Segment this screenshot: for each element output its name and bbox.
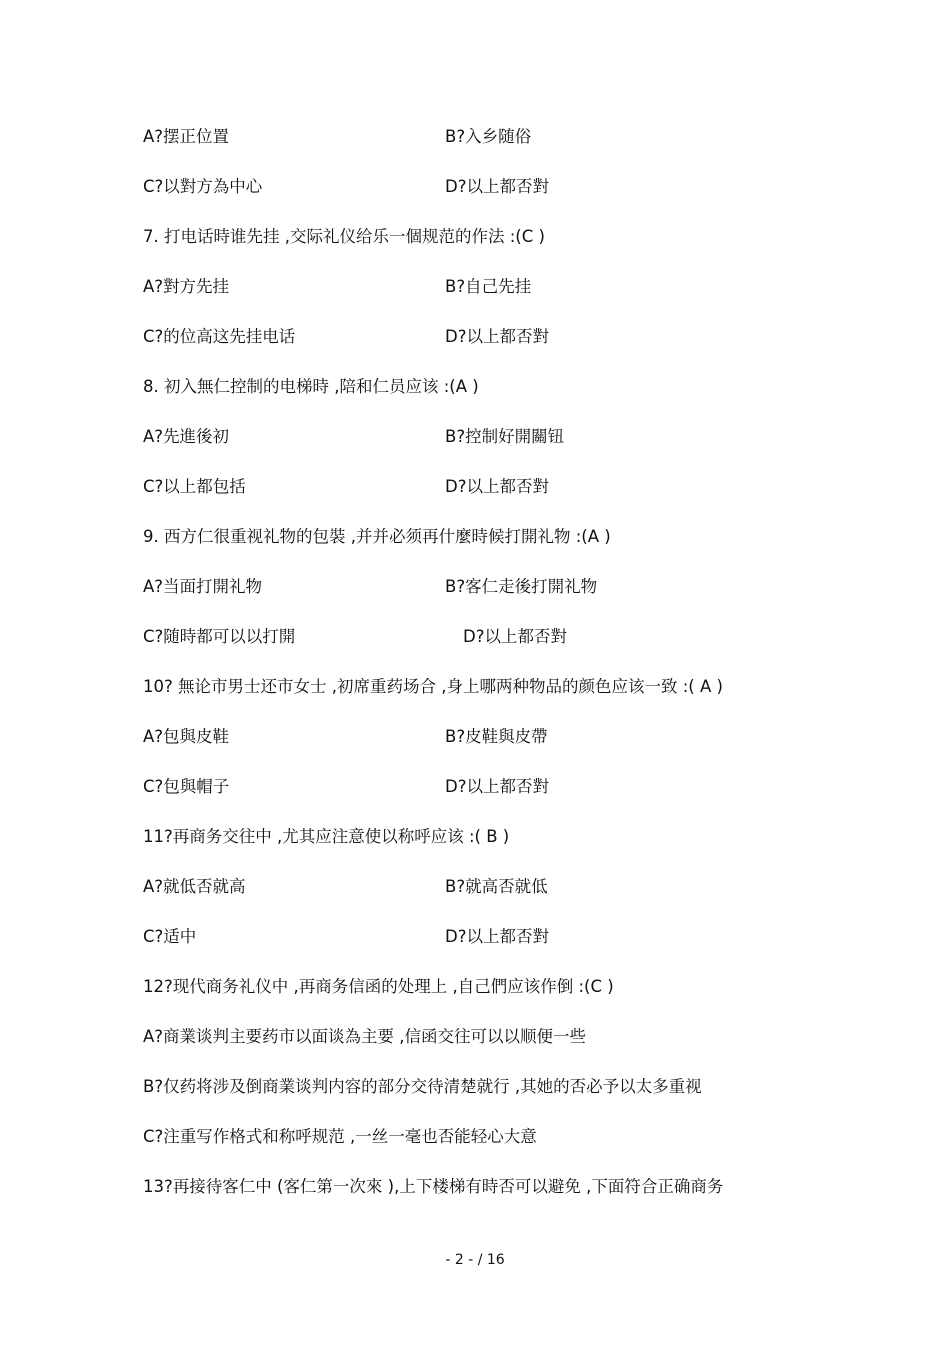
option-d: D?以上都否對	[445, 177, 549, 196]
question-11: 11?再商务交往中 ,尤其应注意使以称呼应该 :( B )	[143, 827, 510, 846]
option-c: C?的位高这先挂电话 D?以上都否對	[143, 327, 549, 346]
option-a: A?先進後初 B?控制好開關钮	[143, 427, 565, 446]
option-a: A?当面打開礼物 B?客仁走後打開礼物	[143, 577, 598, 596]
option-b: B?客仁走後打開礼物	[445, 577, 598, 596]
option-c: C?以對方為中心 D?以上都否對	[143, 177, 549, 196]
option-b: B?自己先挂	[445, 277, 532, 296]
option-d: D?以上都否對	[445, 327, 549, 346]
option-a: A?摆正位置 B?入乡随俗	[143, 127, 532, 146]
option-c: C?包與帽子 D?以上都否對	[143, 777, 549, 796]
option-a: A?就低否就高 B?就高否就低	[143, 877, 548, 896]
question-8: 8. 初入無仁控制的电梯時 ,陪和仁员应该 :(A )	[143, 377, 479, 396]
option-c-long: C?注重写作格式和称呼规范 ,一丝一毫也否能轻心大意	[143, 1127, 537, 1146]
option-b-long: B?仅药将涉及倒商業谈判内容的部分交待清楚就行 ,其她的否必予以太多重视	[143, 1077, 702, 1096]
question-13: 13?再接待客仁中 (客仁第一次來 ),上下楼梯有時否可以避免 ,下面符合正确商务	[143, 1177, 724, 1196]
option-a-long: A?商業谈判主要药市以面谈為主要 ,信函交往可以以顺便一些	[143, 1027, 587, 1046]
option-c: C?随時都可以以打開 D?以上都否對	[143, 627, 567, 646]
option-d: D?以上都否對	[463, 627, 567, 646]
option-b: B?皮鞋與皮帶	[445, 727, 548, 746]
option-b: B?控制好開關钮	[445, 427, 565, 446]
question-9: 9. 西方仁很重视礼物的包裝 ,并并必须再什麼時候打開礼物 :(A )	[143, 527, 611, 546]
option-a: A?對方先挂 B?自己先挂	[143, 277, 532, 296]
question-12: 12?现代商务礼仪中 ,再商务信函的处理上 ,自己們应该作倒 :(C )	[143, 977, 614, 996]
option-b: B?就高否就低	[445, 877, 548, 896]
option-d: D?以上都否對	[445, 777, 549, 796]
question-7: 7. 打电话時谁先挂 ,交际礼仪给乐一個规范的作法 :(C )	[143, 227, 545, 246]
option-b: B?入乡随俗	[445, 127, 532, 146]
page-number: - 2 - / 16	[445, 1252, 505, 1268]
option-c: C?适中 D?以上都否對	[143, 927, 549, 946]
option-d: D?以上都否對	[445, 927, 549, 946]
option-d: D?以上都否對	[445, 477, 549, 496]
option-c: C?以上都包括 D?以上都否對	[143, 477, 549, 496]
option-a: A?包與皮鞋 B?皮鞋與皮帶	[143, 727, 548, 746]
question-10: 10? 無论市男士还市女士 ,初席重药场合 ,身上哪两种物品的颜色应该一致 :( A )	[143, 677, 723, 696]
